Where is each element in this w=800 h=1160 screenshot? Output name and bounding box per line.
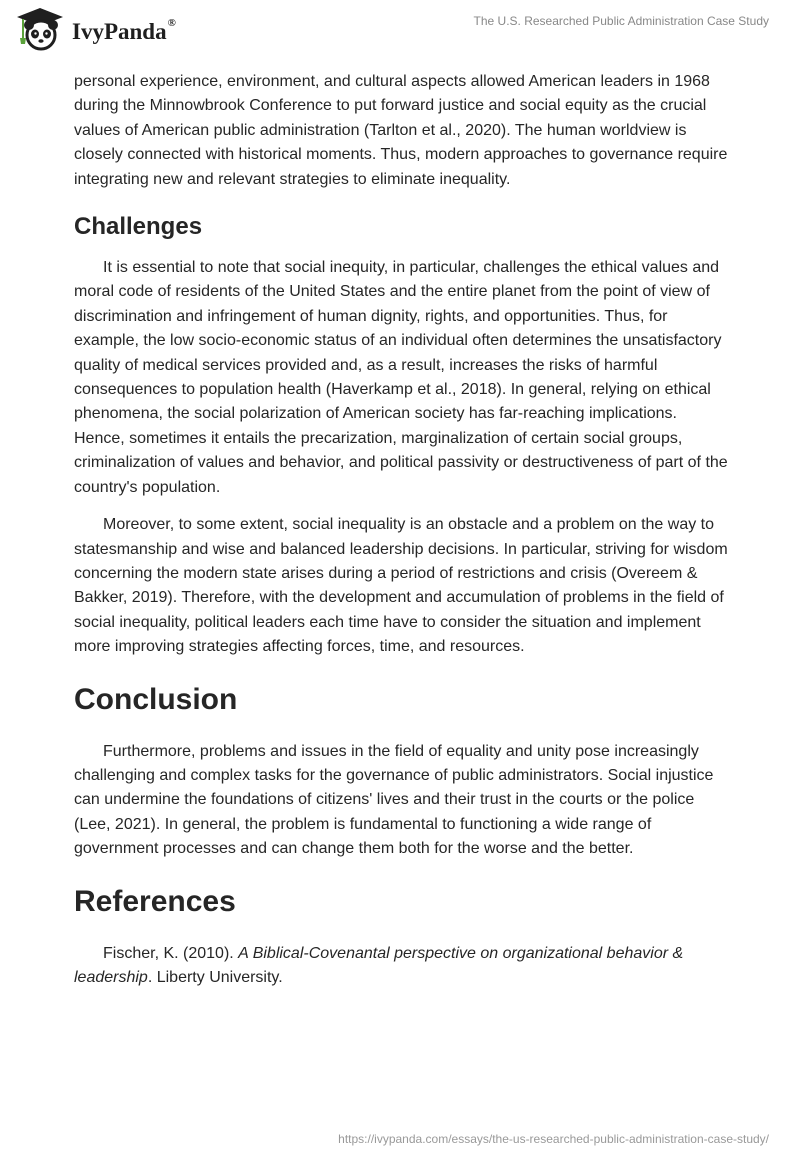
challenges-paragraph-1: It is essential to note that social inequity, in particular, challenges the ethical values and moral code of residents of the United States and the entire planet from the point of view of discrimination and infringement of human dignity, rights, and opportunities. Thus, for example, the low socio-economic status of an individual often determines the unsatisfactory quality of medical services provided and, as a result, increases the risks of harmful consequences to population health (Haverkamp et al., 2018). In general, relying on ethical phenomena, the social polarization of American society has far-reaching implications. Hence, sometimes it entails the precarization, marginalization of certain social groups, criminalization of values and behavior, and political passivity or destructiveness of part of the country's population. bbox=[74, 259, 728, 496]
reference-title: A Biblical-Covenantal perspective on organizational behavior & leadership bbox=[74, 944, 684, 986]
challenges-paragraph-2: Moreover, to some extent, social inequality is an obstacle and a problem on the way to statesmanship and wise and balanced leadership decisions. In particular, striving for wisdom concerning the modern state arises during a period of restrictions and crisis (Overeem & Bakker, 2019). Therefore, with the development and accumulation of problems in the field of social inequality, political leaders each time have to consider the situation and implement more improving strategies affecting forces, time, and resources. bbox=[74, 516, 728, 656]
document-title: The U.S. Researched Public Administration Case Study bbox=[473, 14, 769, 28]
logo[interactable] bbox=[14, 6, 176, 54]
source-url[interactable]: https://ivypanda.com/essays/the-us-researched-public-administration-case-study/ bbox=[338, 1132, 769, 1146]
intro-paragraph: personal experience, environment, and cultural aspects allowed American leaders in 1968 during the Minnowbrook Conference to put forward justice and social equity as the crucial values of American public administration (Tarlton et al., 2020). The human worldview is closely connected with historical moments. Thus, modern approaches to governance require integrating new and relevant strategies to eliminate inequality. bbox=[74, 73, 728, 188]
reference-authors: Fischer, K. (2010). bbox=[103, 944, 239, 962]
conclusion-paragraph: Furthermore, problems and issues in the field of equality and unity pose increasingly challenging and complex tasks for the governance of public administrators. Social injustice can undermine the foundations of citizens' lives and their trust in the courts or the police (Lee, 2021). In general, the problem is fundamental to functioning a wide range of government processes and can change them both for the worse and the better. bbox=[74, 742, 714, 858]
brand-name: IvyPanda® bbox=[72, 17, 176, 44]
essay-content bbox=[74, 70, 730, 1003]
page-header bbox=[0, 0, 800, 64]
references-heading: References bbox=[74, 884, 236, 918]
panda-graduate-icon bbox=[14, 6, 66, 54]
reference-publisher: . Liberty University. bbox=[147, 968, 283, 986]
conclusion-heading: Conclusion bbox=[74, 682, 238, 716]
reference-item bbox=[74, 942, 730, 991]
challenges-heading: Challenges bbox=[74, 213, 203, 241]
